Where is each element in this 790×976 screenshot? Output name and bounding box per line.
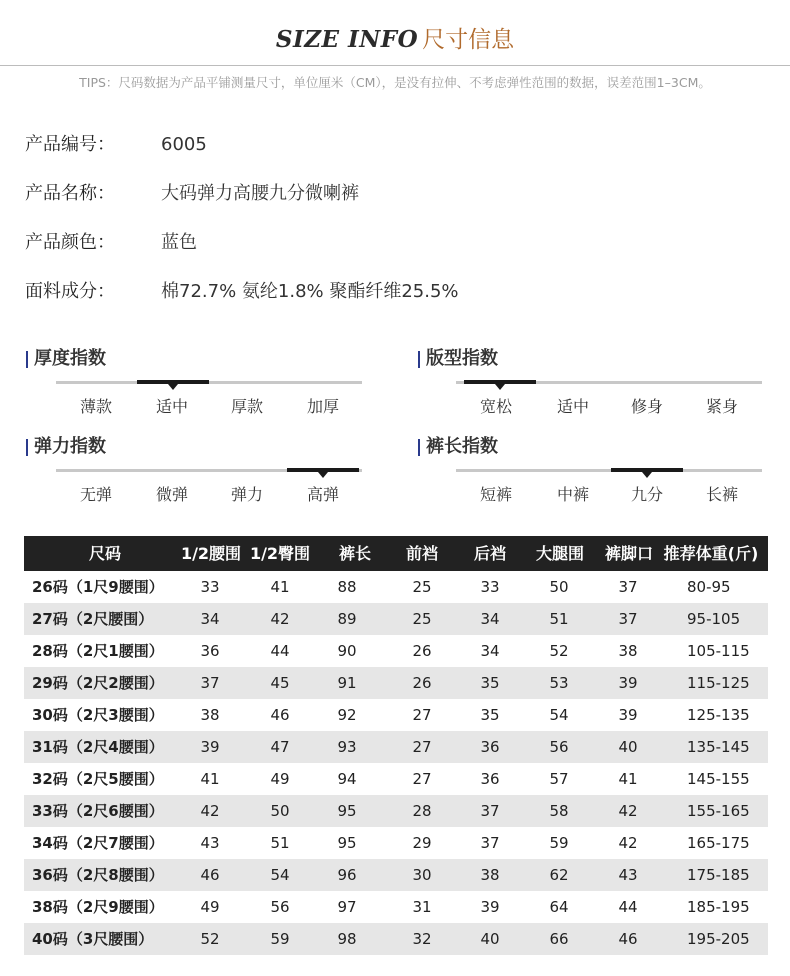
cell-thigh: 57	[549, 770, 569, 788]
table-row	[24, 699, 768, 731]
fit-index-title: 版型指数	[418, 348, 498, 370]
cell-size: 31码（2尺4腰围）	[32, 738, 164, 756]
fit-index	[418, 348, 758, 428]
header-size: 尺码	[88, 544, 121, 563]
table-row	[24, 859, 768, 891]
cell-front-rise: 31	[412, 898, 432, 916]
table-row	[24, 891, 768, 923]
cell-half-waist: 49	[200, 898, 220, 916]
length-index-scale	[456, 469, 762, 472]
cell-weight: 195-205	[687, 930, 750, 948]
fit-index-marker	[464, 380, 536, 384]
cell-half-hip: 45	[270, 674, 290, 692]
cell-weight: 175-185	[687, 866, 750, 884]
cell-front-rise: 26	[412, 674, 432, 692]
cell-size: 32码（2尺5腰围）	[32, 770, 164, 788]
fit-option: 宽松	[479, 397, 512, 416]
cell-half-waist: 36	[200, 642, 220, 660]
header-divider	[0, 65, 790, 66]
cell-leg-opening: 43	[618, 866, 638, 884]
cell-size: 28码（2尺1腰围）	[32, 642, 164, 660]
cell-size: 34码（2尺7腰围）	[32, 834, 164, 852]
table-header	[24, 536, 768, 571]
cell-length: 91	[337, 674, 357, 692]
product-color-label: 产品颜色：	[25, 232, 115, 253]
cell-length: 93	[337, 738, 357, 756]
cell-half-hip: 50	[270, 802, 290, 820]
thickness-option: 加厚	[306, 397, 339, 416]
header-leg-opening: 裤脚口	[604, 544, 653, 563]
cell-size: 33码（2尺6腰围）	[32, 802, 164, 820]
cell-size: 38码（2尺9腰围）	[32, 898, 164, 916]
product-name-label: 产品名称：	[25, 183, 115, 204]
cell-back-rise: 39	[480, 898, 500, 916]
cell-weight: 105-115	[687, 642, 750, 660]
cell-front-rise: 27	[412, 770, 432, 788]
header-half-waist: 1/2腰围	[180, 544, 242, 563]
elasticity-index-title: 弹力指数	[26, 436, 106, 458]
cell-front-rise: 30	[412, 866, 432, 884]
header-back-rise: 后裆	[473, 544, 506, 563]
cell-length: 96	[337, 866, 357, 884]
cell-half-hip: 54	[270, 866, 290, 884]
header-front-rise: 前裆	[405, 544, 438, 563]
product-code-label: 产品编号：	[25, 134, 115, 155]
cell-back-rise: 36	[480, 738, 500, 756]
table-row	[24, 635, 768, 667]
cell-length: 89	[337, 610, 357, 628]
cell-half-hip: 47	[270, 738, 290, 756]
table-row	[24, 923, 768, 955]
cell-thigh: 54	[549, 706, 569, 724]
thickness-index-scale	[56, 381, 362, 384]
cell-thigh: 56	[549, 738, 569, 756]
thickness-index	[26, 348, 366, 428]
page-title	[0, 22, 790, 57]
cell-half-waist: 42	[200, 802, 220, 820]
cell-length: 98	[337, 930, 357, 948]
fit-option: 修身	[630, 397, 663, 416]
cell-back-rise: 37	[480, 834, 500, 852]
cell-front-rise: 28	[412, 802, 432, 820]
header-half-hip: 1/2臀围	[249, 544, 311, 563]
table-row	[24, 795, 768, 827]
cell-back-rise: 35	[480, 706, 500, 724]
cell-length: 95	[337, 802, 357, 820]
fit-index-scale	[456, 381, 762, 384]
cell-weight: 80-95	[687, 578, 731, 596]
thickness-option: 厚款	[230, 397, 263, 416]
elasticity-option: 弹力	[230, 485, 263, 504]
cell-half-hip: 59	[270, 930, 290, 948]
cell-weight: 155-165	[687, 802, 750, 820]
cell-front-rise: 27	[412, 738, 432, 756]
cell-half-hip: 49	[270, 770, 290, 788]
cell-front-rise: 25	[412, 578, 432, 596]
cell-leg-opening: 37	[618, 610, 638, 628]
cell-weight: 185-195	[687, 898, 750, 916]
cell-size: 36码（2尺8腰围）	[32, 866, 164, 884]
cell-front-rise: 29	[412, 834, 432, 852]
cell-half-hip: 42	[270, 610, 290, 628]
length-index-marker	[611, 468, 683, 472]
cell-leg-opening: 42	[618, 802, 638, 820]
tips-text: TIPS：尺码数据为产品平铺测量尺寸，单位厘米（CM），是没有拉伸、不考虑弹性范围的数据，误差范围1–3CM。	[79, 75, 711, 90]
header-length: 裤长	[338, 544, 371, 563]
table-row	[24, 603, 768, 635]
cell-back-rise: 34	[480, 610, 500, 628]
cell-leg-opening: 38	[618, 642, 638, 660]
elasticity-index-scale	[56, 469, 362, 472]
cell-half-hip: 51	[270, 834, 290, 852]
cell-thigh: 66	[549, 930, 569, 948]
cell-weight: 165-175	[687, 834, 750, 852]
cell-back-rise: 36	[480, 770, 500, 788]
cell-thigh: 51	[549, 610, 569, 628]
cell-half-waist: 38	[200, 706, 220, 724]
cell-half-hip: 56	[270, 898, 290, 916]
cell-leg-opening: 39	[618, 706, 638, 724]
cell-front-rise: 25	[412, 610, 432, 628]
cell-size: 40码（3尺腰围）	[32, 930, 154, 948]
cell-half-waist: 37	[200, 674, 220, 692]
cell-back-rise: 40	[480, 930, 500, 948]
cell-length: 97	[337, 898, 357, 916]
length-index-title: 裤长指数	[418, 436, 498, 458]
cell-thigh: 62	[549, 866, 569, 884]
fit-option: 适中	[556, 397, 589, 416]
cell-weight: 135-145	[687, 738, 750, 756]
cell-weight: 115-125	[687, 674, 750, 692]
cell-leg-opening: 42	[618, 834, 638, 852]
length-index	[418, 436, 758, 516]
table-row	[24, 731, 768, 763]
cell-thigh: 58	[549, 802, 569, 820]
table-row	[24, 827, 768, 859]
length-option: 九分	[630, 485, 663, 504]
cell-leg-opening: 40	[618, 738, 638, 756]
cell-half-waist: 43	[200, 834, 220, 852]
cell-thigh: 53	[549, 674, 569, 692]
cell-half-waist: 46	[200, 866, 220, 884]
length-option: 长裤	[705, 485, 738, 504]
cell-thigh: 59	[549, 834, 569, 852]
table-row	[24, 667, 768, 699]
thickness-option: 薄款	[79, 397, 112, 416]
table-row	[24, 763, 768, 795]
cell-front-rise: 27	[412, 706, 432, 724]
cell-size: 30码（2尺3腰围）	[32, 706, 164, 724]
page-header	[0, 0, 790, 66]
cell-thigh: 50	[549, 578, 569, 596]
cell-weight: 145-155	[687, 770, 750, 788]
fit-option: 紧身	[705, 397, 738, 416]
header-weight: 推荐体重(斤)	[663, 544, 759, 563]
cell-length: 88	[337, 578, 357, 596]
cell-thigh: 52	[549, 642, 569, 660]
elasticity-option: 微弹	[155, 485, 188, 504]
cell-size: 27码（2尺腰围）	[32, 610, 154, 628]
cell-half-waist: 34	[200, 610, 220, 628]
elasticity-index-marker	[287, 468, 359, 472]
title-chinese: 尺寸信息	[422, 27, 515, 53]
cell-leg-opening: 37	[618, 578, 638, 596]
title-english: SIZE INFO	[275, 26, 419, 53]
cell-leg-opening: 46	[618, 930, 638, 948]
cell-weight: 125-135	[687, 706, 750, 724]
product-fabric-value: 棉72.7% 氨纶1.8% 聚酯纤维25.5%	[161, 281, 459, 302]
cell-thigh: 64	[549, 898, 569, 916]
length-option: 中裤	[556, 485, 589, 504]
cell-front-rise: 32	[412, 930, 432, 948]
cell-length: 92	[337, 706, 357, 724]
cell-back-rise: 38	[480, 866, 500, 884]
cell-half-waist: 33	[200, 578, 220, 596]
cell-leg-opening: 39	[618, 674, 638, 692]
cell-size: 26码（1尺9腰围）	[32, 578, 164, 596]
cell-leg-opening: 41	[618, 770, 638, 788]
cell-back-rise: 34	[480, 642, 500, 660]
product-color-value: 蓝色	[161, 232, 197, 253]
cell-weight: 95-105	[687, 610, 741, 628]
table-row	[24, 571, 768, 603]
elasticity-option: 高弹	[306, 485, 339, 504]
cell-length: 94	[337, 770, 357, 788]
cell-half-hip: 41	[270, 578, 290, 596]
cell-half-waist: 41	[200, 770, 220, 788]
cell-leg-opening: 44	[618, 898, 638, 916]
cell-half-hip: 46	[270, 706, 290, 724]
header-thigh: 大腿围	[535, 544, 584, 563]
product-name-value: 大码弹力高腰九分微喇裤	[161, 183, 359, 204]
elasticity-index	[26, 436, 366, 516]
product-fabric-label: 面料成分：	[25, 281, 115, 302]
thickness-index-marker	[137, 380, 209, 384]
cell-front-rise: 26	[412, 642, 432, 660]
length-option: 短裤	[479, 485, 512, 504]
cell-half-hip: 44	[270, 642, 290, 660]
cell-length: 90	[337, 642, 357, 660]
thickness-option: 适中	[155, 397, 188, 416]
thickness-index-title: 厚度指数	[26, 348, 106, 370]
cell-half-waist: 39	[200, 738, 220, 756]
cell-size: 29码（2尺2腰围）	[32, 674, 164, 692]
product-code-value: 6005	[161, 134, 207, 155]
cell-length: 95	[337, 834, 357, 852]
cell-back-rise: 33	[480, 578, 500, 596]
cell-half-waist: 52	[200, 930, 220, 948]
elasticity-option: 无弹	[79, 485, 112, 504]
cell-back-rise: 37	[480, 802, 500, 820]
cell-back-rise: 35	[480, 674, 500, 692]
